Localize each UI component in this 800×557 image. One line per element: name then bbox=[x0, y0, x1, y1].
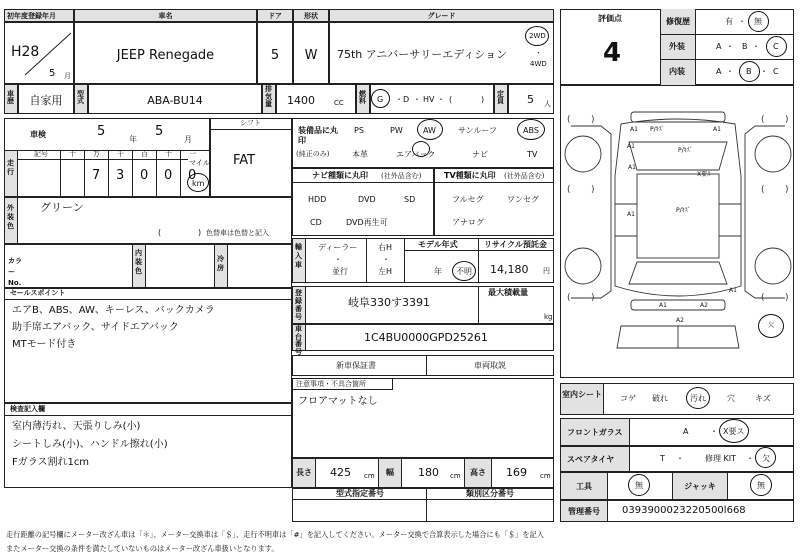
length-value: 425 bbox=[330, 466, 351, 479]
registration-value: 岐阜330す3391 bbox=[348, 296, 430, 309]
model-year-unknown-circle bbox=[452, 261, 476, 281]
class-no-label: 類別区分番号 bbox=[466, 489, 514, 498]
equip-abs: ABS bbox=[523, 126, 539, 135]
interior-a: A bbox=[716, 67, 722, 76]
exterior-b: B bbox=[742, 42, 748, 51]
model-no-block bbox=[292, 488, 554, 522]
doors-label-cell: ドア bbox=[257, 9, 293, 22]
km-label: km bbox=[192, 179, 205, 188]
control-label: 管理番号 bbox=[560, 500, 608, 522]
paren-mark: ( bbox=[761, 293, 765, 303]
mileage-digit: 0 bbox=[164, 168, 173, 183]
model-no-label: 型式指定番号 bbox=[336, 489, 384, 498]
fuel-g: G bbox=[377, 95, 384, 104]
equip-leather: 本革 bbox=[352, 150, 368, 159]
spare-t: T bbox=[660, 454, 665, 463]
usage-value: 自家用 bbox=[18, 84, 74, 114]
sales-point-line-3: MTモード付き bbox=[12, 339, 77, 350]
shape-value: W bbox=[293, 22, 329, 84]
fuel-d: D bbox=[403, 95, 410, 104]
mile-label: マイル bbox=[189, 159, 210, 167]
model-value: ABA-BU14 bbox=[88, 84, 262, 114]
spare-label: スペアタイヤ bbox=[560, 446, 630, 472]
first-reg-month: 5 bbox=[49, 68, 56, 79]
manual-label: 車両取説 bbox=[474, 361, 506, 370]
fuel-sep3: ・ bbox=[437, 95, 445, 104]
paren-mark: ) bbox=[591, 185, 595, 195]
tv-label-note: (社外品含む) bbox=[504, 172, 545, 180]
fuel-label: 燃料 bbox=[356, 84, 370, 114]
equipment-label: 装備品に丸印 bbox=[298, 126, 338, 146]
score-label: 評価点 bbox=[598, 14, 622, 23]
drive-4wd: 4WD bbox=[530, 60, 547, 68]
mileage-label: 走行 bbox=[4, 150, 18, 197]
wheel-front-right bbox=[755, 136, 791, 172]
length-label: 長さ bbox=[292, 458, 316, 488]
first-reg-month-unit: 月 bbox=[64, 72, 71, 80]
tools-value: 無 bbox=[635, 481, 643, 490]
inspection-note-line-3: Fガラス割れ1cm bbox=[12, 457, 90, 468]
repair-yes: 有 bbox=[725, 17, 733, 26]
displacement-cell bbox=[276, 84, 356, 114]
repaint-note: 色替車は色替と記入 bbox=[206, 229, 269, 237]
mileage-unit-label: 万 bbox=[93, 150, 100, 158]
equip-airbag: エアバック bbox=[396, 150, 436, 159]
first-reg-value-cell bbox=[4, 22, 74, 84]
paren-mark: ) bbox=[785, 293, 789, 303]
seat-label: 室内シート bbox=[560, 383, 604, 415]
paren-mark: ( bbox=[567, 185, 571, 195]
drive-dot: ・ bbox=[535, 49, 542, 57]
height-label: 高さ bbox=[464, 458, 492, 488]
drive-2wd: 2WD bbox=[529, 32, 546, 40]
interior-b-circle bbox=[739, 61, 760, 82]
jack-label: ジャッキ bbox=[672, 472, 728, 500]
diagram-mark: P/ｷｽﾞ bbox=[676, 207, 691, 214]
mileage-unit-label: 十 bbox=[69, 150, 76, 158]
diagram-mark: P/ｷｽﾞ bbox=[678, 147, 693, 154]
shape-label-cell: 形状 bbox=[293, 9, 329, 22]
import-label: 輸入車 bbox=[292, 238, 306, 283]
height-value: 169 bbox=[506, 466, 527, 479]
repair-no: 無 bbox=[754, 17, 762, 26]
model-label: 型式 bbox=[74, 84, 88, 114]
repaint-paren-close: ) bbox=[198, 228, 202, 237]
chassis-value: 1C4BU0000GPD25261 bbox=[364, 331, 488, 344]
registration-label: 登録番号 bbox=[292, 286, 306, 324]
paren-mark: ) bbox=[785, 185, 789, 195]
tv-fullseg: フルセグ bbox=[452, 195, 484, 204]
paren-mark: ( bbox=[761, 115, 765, 125]
spare-sep2: ・ bbox=[746, 454, 754, 463]
inspection-month-unit: 月 bbox=[184, 135, 192, 144]
navi-dvd-play: DVD再生可 bbox=[346, 218, 388, 227]
wheel-rear-left bbox=[565, 248, 601, 284]
grade-value-cell bbox=[329, 22, 554, 84]
footer-line-2: またメーター交換の条件を満たしていないものはメーター改ざん車扱いとなります。 bbox=[6, 544, 279, 553]
exterior-sep2: ・ bbox=[752, 42, 760, 51]
interior-sep1: ・ bbox=[726, 67, 734, 76]
color-label: 外装色 bbox=[4, 197, 18, 244]
equip-aw: AW bbox=[423, 126, 436, 135]
fridge-label: 冷房 bbox=[214, 244, 228, 288]
mileage-unit-label: 千 bbox=[117, 150, 124, 158]
grade-value: 75th アニバーサリーエディション bbox=[337, 48, 508, 61]
warranty-label: 新車保証書 bbox=[336, 361, 376, 370]
import-parallel: 並行 bbox=[332, 267, 348, 276]
equip-abs-circle bbox=[517, 119, 545, 140]
warranty-block bbox=[292, 355, 554, 376]
model-year-unknown: 不明 bbox=[456, 267, 472, 276]
jack-value: 無 bbox=[757, 481, 765, 490]
diagram-mark: A1 bbox=[729, 287, 737, 294]
navi-label: ナビ種類に丸印 bbox=[312, 171, 368, 180]
diagram-mark: A1 bbox=[627, 143, 635, 150]
equip-aw-circle bbox=[417, 119, 443, 140]
drive-2wd-circle bbox=[525, 26, 549, 46]
displacement-value: 1400 bbox=[287, 94, 315, 107]
grade-label-cell: グレード bbox=[329, 9, 554, 22]
mileage-digit: 3 bbox=[116, 168, 125, 183]
equipment-sub-label: (純正のみ) bbox=[296, 150, 330, 158]
fuel-cell bbox=[370, 84, 494, 114]
fuel-paren-open: ( bbox=[449, 95, 453, 104]
recycle-unit: 円 bbox=[543, 267, 550, 275]
width-value: 180 bbox=[418, 466, 439, 479]
displacement-label: 排気量 bbox=[262, 84, 276, 114]
equip-pw: PW bbox=[390, 126, 403, 135]
spare-sep1: ・ bbox=[676, 454, 684, 463]
paren-mark: ) bbox=[785, 115, 789, 125]
tv-label: TV種類に丸印 bbox=[444, 171, 496, 180]
exterior-c: C bbox=[773, 42, 779, 51]
spare-missing-circle bbox=[755, 447, 776, 468]
navi-sd: SD bbox=[404, 195, 416, 204]
mileage-sign-label: 記号 bbox=[34, 150, 48, 158]
score-value: 4 bbox=[603, 38, 622, 68]
tools-label: 工具 bbox=[560, 472, 608, 500]
fuel-hv: HV bbox=[423, 95, 435, 104]
displacement-unit: CC bbox=[334, 99, 344, 107]
glass-x-circle bbox=[719, 419, 749, 443]
sales-point-line-2: 助手席エアバック、サイドエアバック bbox=[12, 322, 179, 333]
seat-hole: 穴 bbox=[727, 394, 735, 403]
first-reg-era-year: H28 bbox=[11, 44, 40, 60]
glass-a: A bbox=[683, 427, 689, 436]
import-dot: ・ bbox=[334, 255, 342, 264]
inspection-note-line-1: 室内薄汚れ、天張りしみ(小) bbox=[12, 421, 141, 432]
equip-ps: PS bbox=[354, 126, 364, 135]
first-reg-label-cell: 初年度登録年月 bbox=[4, 9, 74, 22]
fuel-g-circle bbox=[371, 89, 390, 108]
tv-analog: アナログ bbox=[452, 218, 484, 227]
model-year-label: モデル年式 bbox=[418, 240, 458, 249]
navi-label-note: (社外品含む) bbox=[381, 172, 422, 180]
shift-value: FAT bbox=[233, 153, 256, 168]
interior-color-label: 内装色 bbox=[132, 244, 146, 288]
glass-x: X要ス bbox=[723, 427, 745, 436]
capacity-value: 5 bbox=[527, 93, 534, 106]
repair-label: 修復歴 bbox=[666, 17, 690, 26]
equip-tv: TV bbox=[527, 150, 538, 159]
diagram-mark: A2 bbox=[700, 302, 708, 309]
interior-b: B bbox=[746, 67, 752, 76]
glass-label: フロントガラス bbox=[560, 418, 630, 446]
wheel-front-left bbox=[565, 136, 601, 172]
recycle-label: リサイクル預託金 bbox=[484, 240, 547, 249]
notes-label: 注意事項・不具合箇所 bbox=[296, 380, 366, 388]
inspection-year-unit: 年 bbox=[129, 135, 137, 144]
paren-mark: ) bbox=[591, 293, 595, 303]
width-label: 幅 bbox=[378, 458, 402, 488]
diagram-mark: X要ｽ bbox=[697, 171, 711, 178]
import-dealer: ディーラー bbox=[318, 243, 358, 252]
jack-value-circle bbox=[750, 474, 772, 496]
wheel-rear-right bbox=[755, 248, 791, 284]
diagram-mark: A1 bbox=[630, 126, 638, 133]
inspection-month: 5 bbox=[155, 124, 164, 139]
fuel-sep2: ・ bbox=[413, 95, 421, 104]
spare-missing: 欠 bbox=[762, 454, 770, 463]
inspection-note-line-2: シートしみ(小)、ハンドル擦れ(小) bbox=[12, 439, 168, 450]
diagram-mark: A1 bbox=[659, 302, 667, 309]
inspection-year: 5 bbox=[97, 124, 106, 139]
equip-navi: ナビ bbox=[472, 150, 488, 159]
exterior-sep1: ・ bbox=[726, 42, 734, 51]
mileage-digit: 0 bbox=[188, 168, 197, 183]
mileage-unit-label: 一 bbox=[189, 150, 196, 158]
glass-sep: ・ bbox=[710, 427, 718, 436]
interior-label: 内装 bbox=[669, 67, 685, 76]
equip-sunroof: サンルーフ bbox=[458, 126, 497, 135]
interior-sep2: ・ bbox=[760, 67, 768, 76]
navi-hdd: HDD bbox=[308, 195, 327, 204]
fuel-paren-close: ) bbox=[481, 95, 485, 104]
mileage-unit-label: 百 bbox=[141, 150, 148, 158]
seat-dirt-circle bbox=[686, 387, 710, 409]
diagram-missing-circle bbox=[758, 314, 784, 338]
navi-dvd: DVD bbox=[358, 195, 376, 204]
fuel-sep1: ・ bbox=[395, 95, 403, 104]
shift-label: シフト bbox=[240, 119, 261, 127]
diagram-mark: A1 bbox=[627, 211, 635, 218]
max-load-label: 最大積載量 bbox=[488, 288, 528, 297]
mileage-digit: 0 bbox=[140, 168, 149, 183]
model-year-unit: 年 bbox=[434, 267, 442, 276]
height-unit: cm bbox=[540, 472, 551, 480]
inspection-notes-label: 検査記入欄 bbox=[10, 405, 45, 413]
import-right-h: 右H bbox=[378, 243, 393, 252]
doors-value: 5 bbox=[257, 22, 293, 84]
import-left-h: 左H bbox=[378, 267, 393, 276]
car-name-label-cell: 車名 bbox=[74, 9, 257, 22]
color-value: グリーン bbox=[40, 201, 84, 214]
capacity-cell bbox=[508, 84, 554, 114]
spare-kit: 修理 KIT bbox=[705, 454, 737, 463]
diagram-mark: 欠 bbox=[768, 322, 775, 329]
exterior-a: A bbox=[716, 42, 722, 51]
mileage-unit-label: 十 bbox=[165, 150, 172, 158]
km-circle bbox=[187, 173, 209, 192]
recycle-amount: 14,180 bbox=[490, 263, 529, 276]
repair-sep: ・ bbox=[738, 17, 746, 26]
seat-scratch: キズ bbox=[755, 394, 771, 403]
capacity-label: 定員 bbox=[494, 84, 508, 114]
diagram-mark: A2 bbox=[676, 317, 684, 324]
import-dot-2: ・ bbox=[382, 255, 390, 264]
length-unit: cm bbox=[364, 472, 375, 480]
inspection-label: 車検 bbox=[30, 130, 46, 139]
paren-mark: ( bbox=[567, 293, 571, 303]
repair-no-circle bbox=[748, 11, 769, 32]
paren-mark: ( bbox=[567, 115, 571, 125]
tv-oneseg: ワンセグ bbox=[507, 195, 539, 204]
diagram-mark: A1 bbox=[713, 126, 721, 133]
exterior-c-circle bbox=[766, 36, 787, 57]
mileage-digit: 7 bbox=[92, 168, 101, 183]
seat-burn: コゲ bbox=[620, 394, 636, 403]
car-diagram bbox=[560, 85, 794, 378]
usage-label: 車歴 bbox=[4, 84, 18, 114]
equip-airbag-circle bbox=[412, 141, 430, 157]
paren-mark: ( bbox=[761, 185, 765, 195]
seat-dirt: 汚れ bbox=[690, 394, 706, 403]
seat-tear: 破れ bbox=[652, 394, 668, 403]
sales-points-label: セールスポイント bbox=[10, 289, 66, 297]
interior-c: C bbox=[773, 67, 779, 76]
repaint-paren-open: ( bbox=[158, 228, 162, 237]
control-no: 0393900023220500l668 bbox=[622, 505, 746, 516]
notes-value: フロアマットなし bbox=[298, 396, 378, 407]
width-unit: cm bbox=[450, 472, 461, 480]
navi-cd: CD bbox=[310, 218, 322, 227]
paren-mark: ) bbox=[591, 115, 595, 125]
chassis-label: 車台番号 bbox=[292, 324, 306, 351]
diagram-mark: A1 bbox=[628, 164, 636, 171]
color-no-label: カラーNo. bbox=[8, 257, 22, 288]
capacity-unit: 人 bbox=[544, 100, 551, 108]
footer-line-1: 走行距離の記号欄にメーター改ざん車は「＊」、メーター交換車は「＄」、走行不明車は「#」を記入してください。メーター交換で合算表示した場合にも「＄」を記入 bbox=[6, 530, 544, 539]
color-no-row bbox=[4, 244, 292, 288]
diagram-mark: P/ｷｽﾞ bbox=[650, 126, 665, 133]
sales-point-line-1: エアB、ABS、AW、キーレス、バックカメラ bbox=[12, 305, 215, 316]
car-outline bbox=[561, 86, 795, 379]
car-name-value: JEEP Renegade bbox=[74, 22, 257, 84]
notes-block bbox=[292, 378, 554, 458]
exterior-label: 外装 bbox=[669, 42, 685, 51]
max-load-unit: kg bbox=[544, 313, 553, 321]
tools-value-circle bbox=[628, 474, 650, 496]
